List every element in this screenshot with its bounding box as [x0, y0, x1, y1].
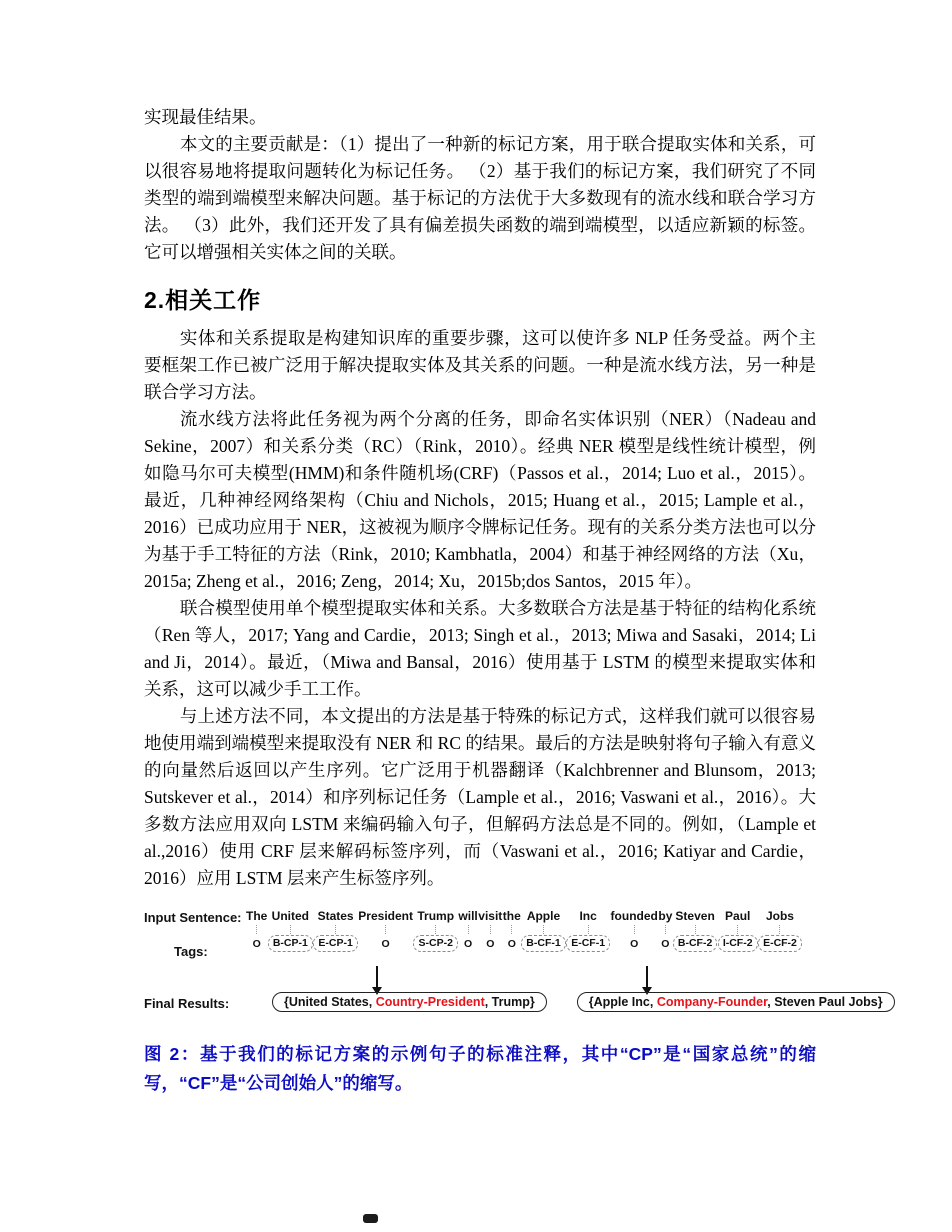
word-tag-connector: [543, 925, 544, 934]
sentence-word: by: [658, 909, 673, 923]
tag-chip: B-CF-2: [673, 935, 717, 952]
triplet-entity-1: {Apple Inc,: [588, 995, 657, 1009]
down-arrow-icon: [646, 966, 648, 988]
tag-chip: O: [464, 937, 473, 950]
sentence-word: the: [502, 909, 521, 923]
sentence-word: visit: [478, 909, 503, 923]
token-column: [268, 908, 313, 952]
tag-chip: B-CF-1: [521, 935, 565, 952]
sentence-word: founded: [610, 909, 658, 923]
token-column: [478, 908, 502, 953]
word-tag-connector: [290, 925, 291, 934]
triplet-entity-2: , Trump}: [484, 995, 535, 1009]
paragraph-joint-models: 联合模型使用单个模型提取实体和关系。大多数联合方法是基于特征的结构化系统（Ren 等人，2017; Yang and Cardie，2013; Singh et al.，2013; Miwa and Sasaki，2014; Li and Ji，2014）。最近，（Miwa and Bansal，2016）使用基于 LSTM 的模型来提取实体和关系，这可以减少手工工作。: [144, 598, 816, 699]
tag-chip: O: [381, 937, 390, 950]
sentence-word: will: [458, 909, 478, 923]
token-column: [718, 908, 758, 952]
paragraph-continuation: 实现最佳结果。: [144, 107, 267, 127]
result-triplet-box: [272, 992, 547, 1012]
paragraph-overview: 实体和关系提取是构建知识库的重要步骤，这可以使许多 NLP 任务受益。两个主要框架工作已被广泛用于解决提取实体及其关系的问题。一种是流水线方法，另一种是联合学习方法。: [144, 328, 816, 402]
tag-chip: O: [252, 937, 261, 950]
token-column: [458, 908, 477, 953]
section-heading: 2.相关工作: [144, 287, 262, 313]
tag-chip: S-CP-2: [413, 935, 457, 952]
word-tag-connector: [435, 925, 436, 934]
tag-chip: E-CP-1: [313, 935, 357, 952]
token-column: [246, 908, 267, 953]
final-results-label: Final Results:: [144, 996, 230, 1011]
word-tag-connector: [588, 925, 589, 934]
sentence-word: Paul: [725, 909, 751, 923]
word-tag-connector: [511, 925, 512, 934]
tags-label: Tags:: [174, 944, 208, 959]
sentence-word: Steven: [675, 909, 715, 923]
token-column: [521, 908, 565, 952]
token-column: [658, 908, 672, 953]
sentence-word: President: [358, 909, 413, 923]
token-column: [673, 908, 717, 952]
sentence-word: Jobs: [765, 909, 794, 923]
page-bottom-mark: [363, 1214, 378, 1223]
tag-chip: O: [507, 937, 516, 950]
token-grid: [246, 908, 802, 953]
result-triplet-box: [577, 992, 895, 1012]
paragraph-our-method: 与上述方法不同，本文提出的方法是基于特殊的标记方式，这样我们就可以很容易地使用端到端模型来提取没有 NER 和 RC 的结果。最后的方法是映射将句子输入有意义的向量然后返回以产生序列。它广泛用于机器翻译（Kalchbrenner and Blunsom，2013; Sutskever et al.，2014）和序列标记任务（Lample et al.，2016; Vaswani et al.，2016）。大多数方法应用双向 LSTM 来编码输入句子，但解码方法总是不同的。例如，（Lample et al.,2016）使用 CRF 层来解码标签序列，而（Vaswani et al.，2016; Katiyar and Cardie，2016）应用 LSTM 层来产生标签序列。: [144, 706, 816, 888]
figure-caption: 图 2：基于我们的标记方案的示例句子的标准注释，其中“CP”是“国家总统”的缩写，“CF”是“公司创始人”的缩写。: [144, 1044, 816, 1093]
token-column: [611, 908, 658, 953]
word-tag-connector: [490, 925, 491, 934]
tag-chip: O: [486, 937, 495, 950]
tag-chip: O: [630, 937, 639, 950]
token-column: [413, 908, 457, 952]
figure-tagging-example: [144, 908, 883, 1022]
token-column: [758, 908, 802, 952]
sentence-word: The: [246, 909, 268, 923]
sentence-word: States: [317, 909, 354, 923]
word-tag-connector: [779, 925, 780, 934]
down-arrow-icon: [376, 966, 378, 988]
tag-chip: B-CP-1: [268, 935, 313, 952]
sentence-word: Inc: [579, 909, 597, 923]
tag-chip: I-CF-2: [718, 935, 758, 952]
token-column: [566, 908, 610, 952]
token-column: [358, 908, 413, 953]
sentence-word: United: [271, 909, 310, 923]
word-tag-connector: [335, 925, 336, 934]
paragraph-pipeline-methods: 流水线方法将此任务视为两个分离的任务，即命名实体识别（NER）（Nadeau and Sekine，2007）和关系分类（RC）（Rink，2010）。经典 NER 模型是线性统计模型，例如隐马尔可夫模型(HMM)和条件随机场(CRF)（Passos et al.，2014; Luo et al.，2015）。最近，几种神经网络架构（Chiu and Nichols，2015; Huang et al.，2015; Lample et al.，2016）已成功应用于 NER，这被视为顺序令牌标记任务。现有的关系分类方法也可以分为基于手工特征的方法（Rink，2010; Kambhatla，2004）和基于神经网络的方法（Xu，2015a; Zheng et al.，2016; Zeng，2014; Xu，2015b;dos Santos，2015 年）。: [144, 409, 816, 591]
word-tag-connector: [695, 925, 696, 934]
triplet-entity-2: , Steven Paul Jobs}: [767, 995, 883, 1009]
tag-chip: E-CF-1: [566, 935, 610, 952]
word-tag-connector: [468, 925, 469, 934]
token-column: [313, 908, 357, 952]
sentence-word: Trump: [417, 909, 455, 923]
results-row: [272, 992, 895, 1012]
text-column: [144, 104, 883, 1098]
word-tag-connector: [737, 925, 738, 934]
sentence-word: Apple: [526, 909, 561, 923]
triplet-relation: Country-President: [375, 995, 485, 1009]
tag-chip: O: [661, 937, 670, 950]
paragraph-contributions: 本文的主要贡献是：（1）提出了一种新的标记方案，用于联合提取实体和关系，可以很容易地将提取问题转化为标记任务。 （2）基于我们的标记方案，我们研究了不同类型的端到端模型来解决问题。基于标记的方法优于大多数现有的流水线和联合学习方法。 （3）此外，我们还开发了具有偏差损失函数的端到端模型，以适应新颖的标签。它可以增强相关实体之间的关联。: [144, 134, 816, 262]
input-sentence-label: Input Sentence:: [144, 910, 242, 925]
triplet-entity-1: {United States,: [284, 995, 376, 1009]
word-tag-connector: [385, 925, 386, 934]
word-tag-connector: [665, 925, 666, 934]
tag-chip: E-CF-2: [758, 935, 802, 952]
triplet-relation: Company-Founder: [656, 995, 768, 1009]
token-column: [503, 908, 521, 953]
word-tag-connector: [634, 925, 635, 934]
word-tag-connector: [256, 925, 257, 934]
